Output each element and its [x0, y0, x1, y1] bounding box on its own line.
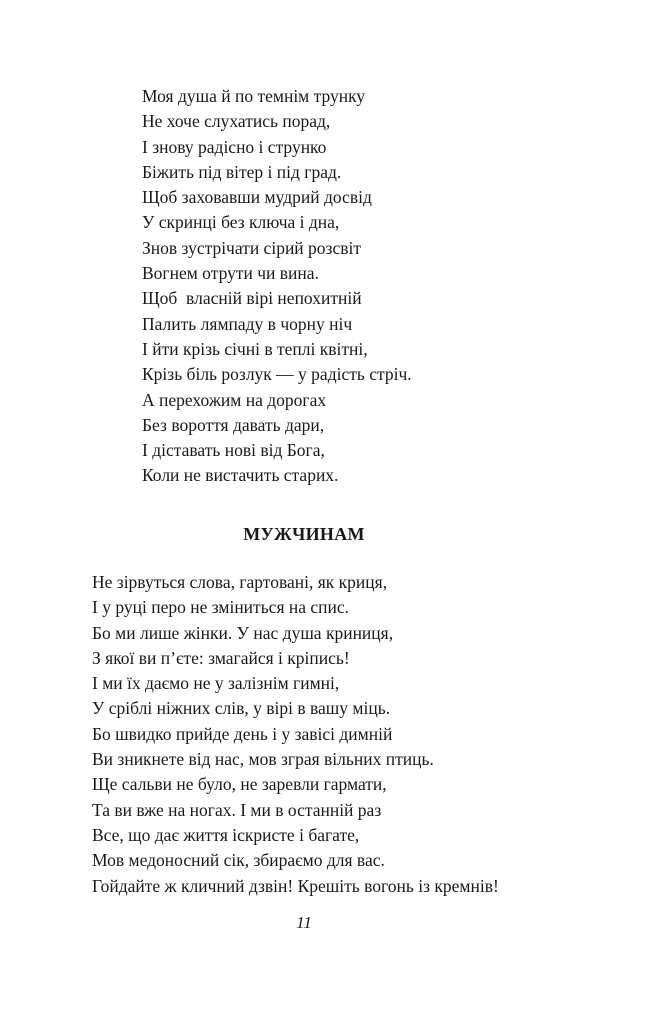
- poem-line: Вогнем отрути чи вина.: [142, 263, 319, 284]
- poem-line: Бо швидко прийде день і у завісі димній: [92, 723, 393, 744]
- poem-line: Мов медоносний сік, збираємо для вас.: [92, 850, 385, 871]
- poem-line: Щоб заховавши мудрий досвід: [142, 187, 372, 208]
- poem-line: Без вороття давать дари,: [142, 414, 325, 435]
- poem-line: І йти крізь січні в теплі квітні,: [142, 338, 368, 359]
- poem-line: І у руці перо не зміниться на спис.: [92, 597, 350, 618]
- poem-line: Не зірвуться слова, гартовані, як криця,: [92, 572, 388, 592]
- poem-line: І знову радісно і струнко: [142, 136, 327, 157]
- poem-line: З якої ви п’єте: змагайся і кріпись!: [92, 647, 350, 668]
- poem-title: МУЖЧИНАМ: [243, 524, 365, 544]
- poem-line: Коли не вистачить старих.: [142, 465, 339, 486]
- poem-continued-stanza: [142, 84, 412, 489]
- poem-line: У скринці без ключа і дна,: [142, 212, 340, 233]
- poem-line: Та ви вже на ногах. І ми в останній раз: [92, 799, 382, 820]
- poem-line: Біжить під вітер і під град.: [142, 161, 342, 182]
- poem-line: Щоб власній вірі непохитній: [142, 288, 362, 309]
- poem-line: Крізь біль розлук — у радість стріч.: [142, 364, 412, 385]
- page-number: 11: [296, 913, 312, 932]
- poem-line: Не хоче слухатись порад,: [142, 111, 331, 132]
- poem-line: Бо ми лише жінки. У нас душа криниця,: [92, 622, 394, 643]
- poem-line: Ви зникнете від нас, мов зграя вільних птиць.: [92, 749, 434, 770]
- poem-line: І ми їх даємо не у залізнім гимні,: [92, 673, 340, 694]
- poem-line: Ще сальви не було, не заревли гармати,: [92, 774, 387, 795]
- poem-stanza: [92, 570, 499, 899]
- poem-line: І діставать нові від Бога,: [142, 440, 325, 461]
- poem-line: Гойдайте ж кличний дзвін! Крешіть вогонь із кремнів!: [92, 875, 499, 896]
- poem-line: У сріблі ніжних слів, у вірі в вашу міць.: [92, 698, 391, 719]
- poem-line: Палить лямпаду в чорну ніч: [142, 313, 353, 334]
- poem-line: Моя душа й по темнім трунку: [142, 86, 366, 106]
- poem-line: Все, що дає життя іскристе і багате,: [92, 824, 360, 845]
- poem-line: Знов зустрічати сірий розсвіт: [142, 237, 361, 258]
- poem-line: А перехожим на дорогах: [142, 389, 327, 410]
